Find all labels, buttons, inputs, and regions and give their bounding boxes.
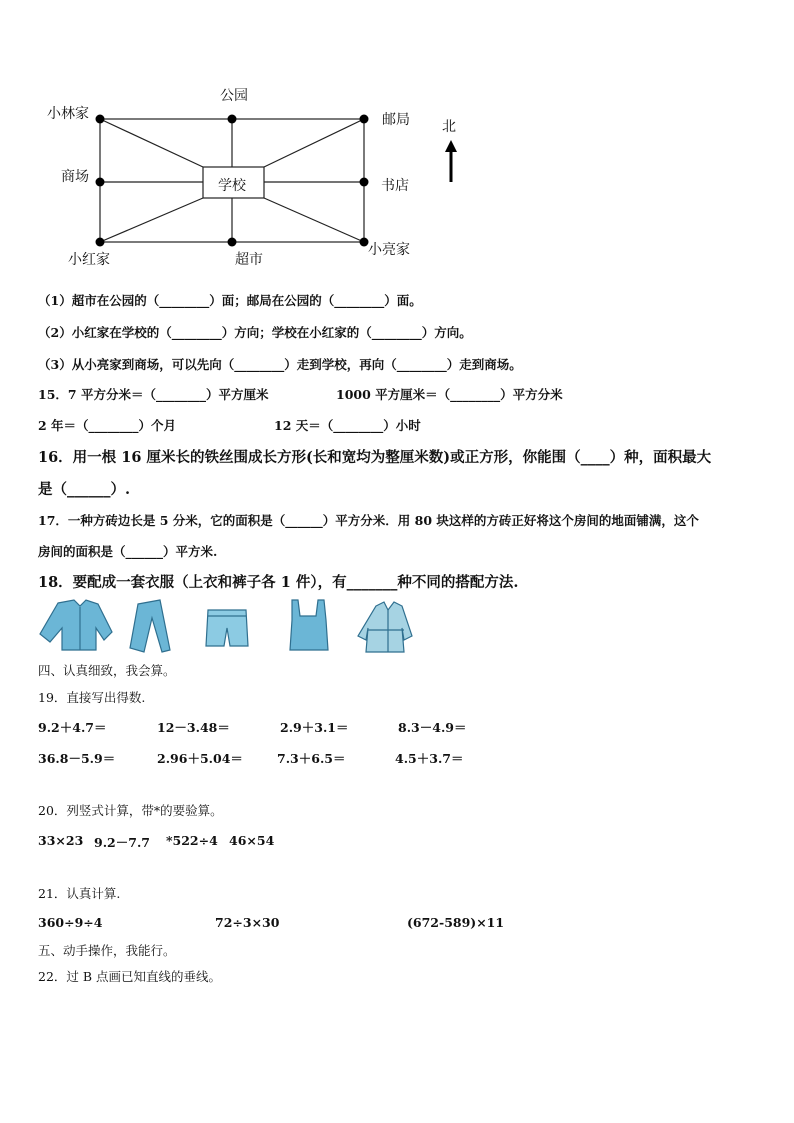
north-arrow-icon	[445, 140, 457, 182]
q19-title: 19．直接写出得数.	[38, 690, 146, 705]
road-xiaoliang-school	[264, 198, 364, 242]
q20-title: 20．列竖式计算，带*的要验算。	[38, 803, 223, 818]
q15-c: 2 年＝（________）个月	[38, 418, 177, 433]
q20-item: 9.2－7.7	[94, 835, 150, 850]
tank-top-icon	[290, 600, 328, 650]
q15-d: 12 天＝（________）小时	[274, 418, 421, 433]
q21-title: 21．认真计算.	[38, 886, 121, 901]
road-post-school	[264, 119, 364, 167]
q20-item: 33×23	[38, 833, 84, 848]
q19-item: 36.8－5.9＝	[38, 751, 116, 766]
dot-bookstore	[360, 178, 369, 187]
q20-item: *522÷4	[166, 833, 218, 848]
dot-xiaohong	[96, 238, 105, 247]
q19-item: 12－3.48＝	[157, 720, 230, 735]
q15-b: 1000 平方厘米＝（________）平方分米	[336, 387, 563, 402]
dot-mall	[96, 178, 105, 187]
label-mall: 商场	[61, 169, 89, 185]
q20-item: 46×54	[229, 833, 275, 848]
label-bookstore: 书店	[381, 178, 409, 194]
label-school: 学校	[218, 178, 246, 194]
label-park: 公园	[220, 88, 248, 104]
label-xiaolin-home: 小林家	[47, 106, 89, 122]
q21-item: (672-589)×11	[407, 915, 505, 930]
q14-part1: （1）超市在公园的（________）面；邮局在公园的（________）面。	[38, 293, 422, 308]
q17-line1: 17．一种方砖边长是 5 分米，它的面积是（______）平方分米．用 80 块这样的方砖正好将这个房间的地面铺满，这个	[38, 513, 699, 528]
q19-item: 4.5＋3.7＝	[395, 751, 464, 766]
q15-a: 15．7 平方分米＝（________）平方厘米	[38, 387, 269, 402]
label-north: 北	[442, 119, 456, 135]
q19-item: 9.2＋4.7＝	[38, 720, 107, 735]
dot-xiaolin	[96, 115, 105, 124]
q19-item: 2.96＋5.04＝	[157, 751, 243, 766]
label-supermarket: 超市	[235, 252, 263, 268]
coat-icon	[358, 602, 412, 652]
section4-heading: 四、认真细致，我会算。	[38, 663, 176, 678]
dot-post	[360, 115, 369, 124]
shorts-icon	[206, 610, 248, 646]
trousers-icon	[130, 600, 170, 652]
label-post-office: 邮局	[382, 112, 410, 128]
road-xiaolin-school	[100, 119, 203, 167]
q21-item: 360÷9÷4	[38, 915, 103, 930]
dot-park	[228, 115, 237, 124]
dot-supermarket	[228, 238, 237, 247]
label-xiaoliang-home: 小亮家	[368, 242, 410, 258]
road-xiaohong-school	[100, 198, 203, 242]
q18-text: 18．要配成一套衣服（上衣和裤子各 1 件），有_______种不同的搭配方法.	[38, 574, 519, 591]
q16-line2: 是（______）.	[38, 481, 131, 498]
q19-item: 7.3＋6.5＝	[277, 751, 346, 766]
q17-line2: 房间的面积是（______）平方米.	[38, 544, 218, 559]
section5-heading: 五、动手操作，我能行。	[38, 943, 176, 958]
q21-item: 72÷3×30	[215, 915, 280, 930]
q19-item: 2.9＋3.1＝	[280, 720, 349, 735]
q22-text: 22．过 B 点画已知直线的垂线。	[38, 969, 222, 984]
q16-line1: 16．用一根 16 厘米长的铁丝围成长方形(长和宽均为整厘米数)或正方形，你能围（____）种，面积最大	[38, 449, 712, 466]
q14-part2: （2）小红家在学校的（________）方向；学校在小红家的（________）方向。	[38, 325, 472, 340]
jacket-icon	[40, 600, 112, 650]
q14-part3: （3）从小亮家到商场，可以先向（________）走到学校，再向（________）走到商场。	[38, 357, 522, 372]
q19-item: 8.3－4.9＝	[398, 720, 467, 735]
label-xiaohong-home: 小红家	[68, 252, 110, 268]
